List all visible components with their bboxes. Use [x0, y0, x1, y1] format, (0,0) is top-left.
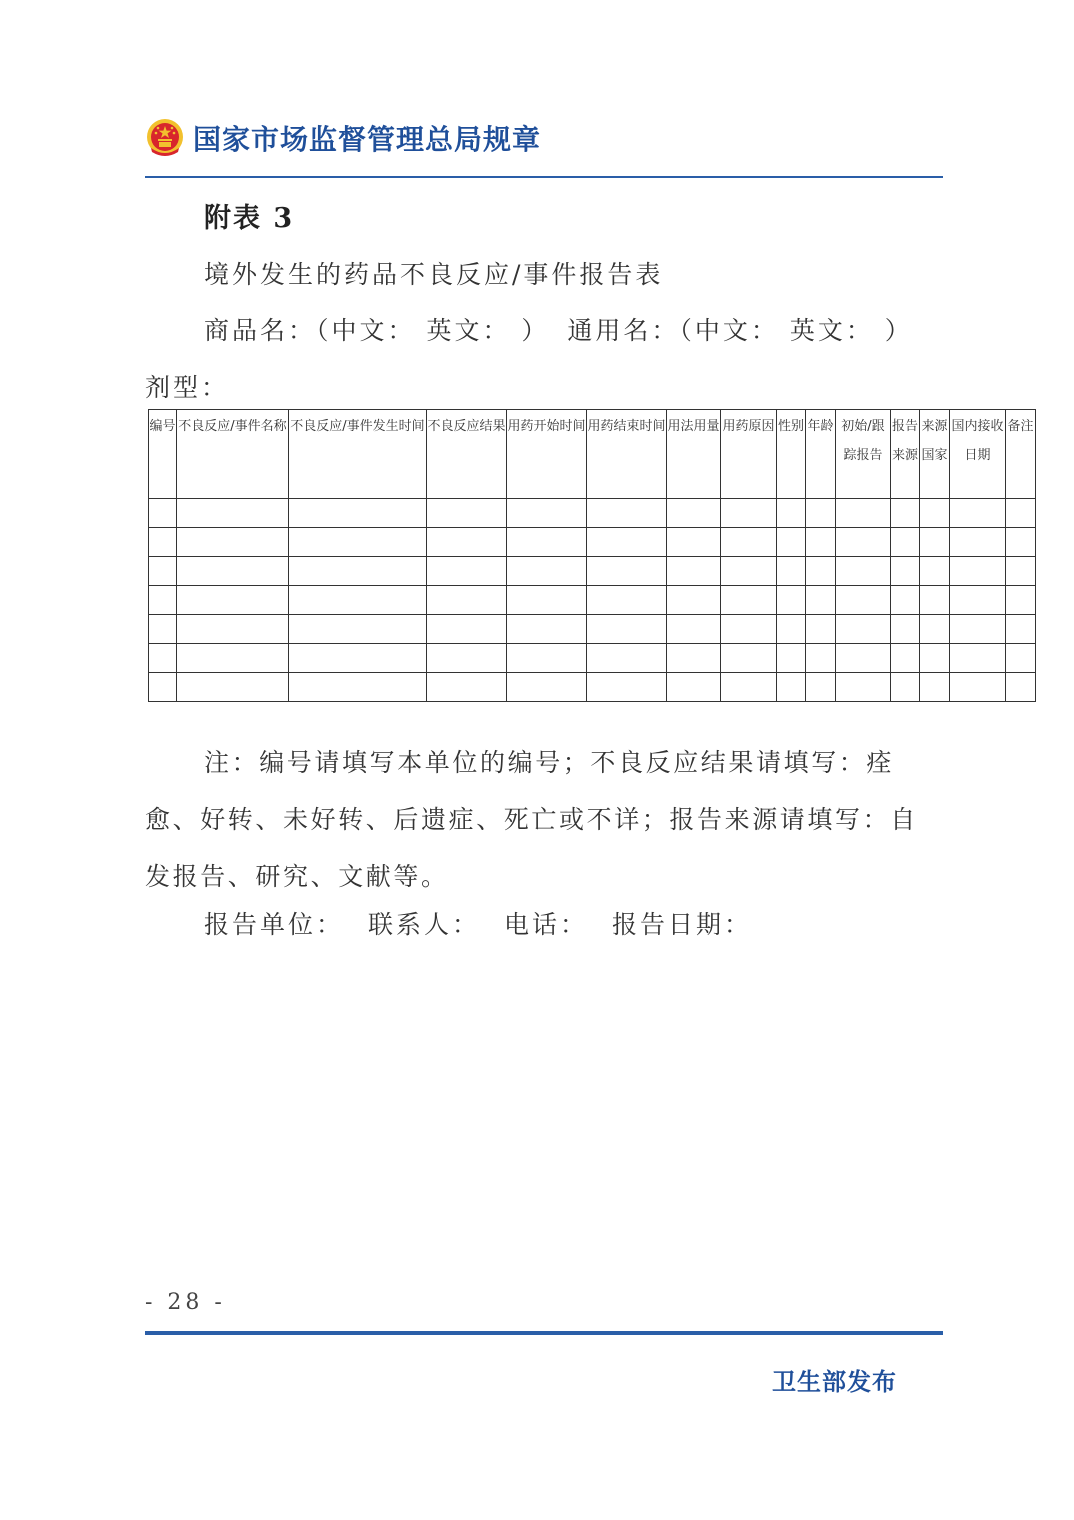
header-title: 国家市场监督管理总局规章 [193, 123, 542, 156]
table-cell[interactable] [427, 615, 507, 644]
table-cell[interactable] [1006, 528, 1036, 557]
table-cell[interactable] [587, 528, 667, 557]
table-cell[interactable] [777, 673, 806, 702]
table-cell[interactable] [891, 644, 920, 673]
table-cell[interactable] [777, 528, 806, 557]
table-cell[interactable] [920, 557, 950, 586]
table-cell[interactable] [149, 673, 177, 702]
column-header: 国内接收日期 [950, 410, 1006, 499]
table-row [149, 528, 1036, 557]
table-cell[interactable] [836, 528, 891, 557]
phone-label: 电话： [504, 910, 589, 939]
table-row [149, 586, 1036, 615]
table-cell[interactable] [289, 557, 427, 586]
table-cell[interactable] [721, 528, 777, 557]
table-cell[interactable] [427, 644, 507, 673]
table-cell[interactable] [177, 499, 289, 528]
table-cell[interactable] [836, 586, 891, 615]
table-cell[interactable] [507, 644, 587, 673]
table-cell[interactable] [920, 673, 950, 702]
contact-person-label: 联系人： [368, 910, 481, 939]
table-cell[interactable] [1006, 615, 1036, 644]
table-cell[interactable] [507, 586, 587, 615]
table-cell[interactable] [587, 644, 667, 673]
column-header: 用药结束时间 [587, 410, 667, 499]
table-cell[interactable] [289, 644, 427, 673]
table-cell[interactable] [891, 586, 920, 615]
table-cell[interactable] [507, 615, 587, 644]
table-cell[interactable] [920, 586, 950, 615]
table-cell[interactable] [950, 586, 1006, 615]
table-cell[interactable] [587, 673, 667, 702]
table-cell[interactable] [177, 528, 289, 557]
table-cell[interactable] [177, 615, 289, 644]
table-cell[interactable] [920, 644, 950, 673]
table-cell[interactable] [587, 557, 667, 586]
note-text: 注：编号请填写本单位的编号；不良反应结果请填写：痊愈、好转、未好转、后遗症、死亡或不详；报告来源请填写：自发报告、研究、文献等。 [145, 748, 918, 891]
table-cell[interactable] [891, 615, 920, 644]
form-title: 境外发生的药品不良反应/事件报告表 [204, 260, 664, 289]
table-cell[interactable] [427, 673, 507, 702]
table-cell[interactable] [149, 615, 177, 644]
table-cell[interactable] [587, 615, 667, 644]
table-cell[interactable] [950, 615, 1006, 644]
table-cell[interactable] [177, 586, 289, 615]
table-cell[interactable] [1006, 499, 1036, 528]
generic-name-label: 通用名：（中文： 英文： ） [567, 316, 913, 345]
reporting-unit-label: 报告单位： [204, 910, 345, 939]
table-cell[interactable] [289, 499, 427, 528]
table-cell[interactable] [950, 557, 1006, 586]
product-name-label: 商品名：（中文： 英文： ） [204, 316, 550, 345]
table-cell[interactable] [721, 586, 777, 615]
table-cell[interactable] [891, 499, 920, 528]
names-line [204, 311, 931, 347]
table-cell[interactable] [289, 586, 427, 615]
column-header: 不良反应/事件发生时间 [289, 410, 427, 499]
table-cell[interactable] [806, 528, 836, 557]
table-cell[interactable] [427, 499, 507, 528]
table-cell[interactable] [1006, 644, 1036, 673]
table-cell[interactable] [177, 557, 289, 586]
table-cell[interactable] [806, 499, 836, 528]
table-row [149, 615, 1036, 644]
table-cell[interactable] [667, 615, 721, 644]
table-cell[interactable] [149, 557, 177, 586]
column-header: 用药原因 [721, 410, 777, 499]
table-cell[interactable] [950, 644, 1006, 673]
table-cell[interactable] [427, 528, 507, 557]
table-cell[interactable] [149, 528, 177, 557]
table-cell[interactable] [836, 557, 891, 586]
table-cell[interactable] [1006, 673, 1036, 702]
table-cell[interactable] [177, 644, 289, 673]
table-cell[interactable] [777, 644, 806, 673]
table-cell[interactable] [721, 499, 777, 528]
dosage-form-label: 剂型： [145, 373, 230, 402]
table-cell[interactable] [507, 528, 587, 557]
table-cell[interactable] [427, 557, 507, 586]
table-cell[interactable] [149, 499, 177, 528]
table-cell[interactable] [1006, 557, 1036, 586]
table-cell[interactable] [667, 557, 721, 586]
adverse-reaction-report-table [148, 409, 1036, 702]
column-header: 不良反应结果 [427, 410, 507, 499]
table-cell[interactable] [777, 499, 806, 528]
contact-line [204, 905, 776, 941]
table-cell[interactable] [149, 644, 177, 673]
table-cell[interactable] [891, 673, 920, 702]
table-cell[interactable] [177, 673, 289, 702]
table-row [149, 673, 1036, 702]
table-cell[interactable] [806, 615, 836, 644]
table-cell[interactable] [920, 528, 950, 557]
table-cell[interactable] [836, 644, 891, 673]
table-cell[interactable] [721, 644, 777, 673]
table-cell[interactable] [836, 615, 891, 644]
table-row [149, 499, 1036, 528]
table-cell[interactable] [950, 673, 1006, 702]
page-number: - 28 - [145, 1290, 226, 1315]
table-cell[interactable] [149, 586, 177, 615]
table-cell[interactable] [777, 586, 806, 615]
table-cell[interactable] [777, 615, 806, 644]
table-cell[interactable] [806, 557, 836, 586]
table-cell[interactable] [427, 586, 507, 615]
report-date-label: 报告日期： [612, 910, 753, 939]
table-body [149, 499, 1036, 702]
table-row [149, 644, 1036, 673]
column-header: 初始/跟踪报告 [836, 410, 891, 499]
table-cell[interactable] [507, 557, 587, 586]
table-cell[interactable] [667, 673, 721, 702]
table-cell[interactable] [891, 557, 920, 586]
table-cell[interactable] [667, 528, 721, 557]
column-header: 不良反应/事件名称 [177, 410, 289, 499]
table-cell[interactable] [836, 673, 891, 702]
table-cell[interactable] [1006, 586, 1036, 615]
column-header: 年龄 [806, 410, 836, 499]
table-cell[interactable] [950, 499, 1006, 528]
publisher-label: 卫生部发布 [772, 1368, 897, 1396]
table-cell[interactable] [507, 673, 587, 702]
footer-divider [145, 1331, 943, 1335]
table-cell[interactable] [920, 615, 950, 644]
table-cell[interactable] [721, 673, 777, 702]
table-cell[interactable] [891, 528, 920, 557]
table-cell[interactable] [920, 499, 950, 528]
table-cell[interactable] [289, 528, 427, 557]
column-header: 来源国家 [920, 410, 950, 499]
table-cell[interactable] [667, 644, 721, 673]
table-cell[interactable] [587, 586, 667, 615]
table-cell[interactable] [950, 528, 1006, 557]
table-cell[interactable] [289, 615, 427, 644]
table-cell[interactable] [777, 557, 806, 586]
column-header: 报告来源 [891, 410, 920, 499]
table-header-row [149, 410, 1036, 499]
page-header [145, 116, 541, 160]
column-header: 编号 [149, 410, 177, 499]
table-cell[interactable] [806, 673, 836, 702]
column-header: 备注 [1006, 410, 1036, 499]
table-cell[interactable] [667, 586, 721, 615]
table-cell[interactable] [289, 673, 427, 702]
national-emblem-icon [145, 118, 185, 158]
column-header: 性别 [777, 410, 806, 499]
table-cell[interactable] [806, 586, 836, 615]
column-header: 用法用量 [667, 410, 721, 499]
table-cell[interactable] [836, 499, 891, 528]
table-cell[interactable] [721, 615, 777, 644]
appendix-title: 附表 3 [204, 203, 295, 234]
table-cell[interactable] [667, 499, 721, 528]
column-header: 用药开始时间 [507, 410, 587, 499]
table-cell[interactable] [806, 644, 836, 673]
header-divider [145, 176, 943, 178]
table-cell[interactable] [507, 499, 587, 528]
table-row [149, 557, 1036, 586]
table-cell[interactable] [721, 557, 777, 586]
table-cell[interactable] [587, 499, 667, 528]
